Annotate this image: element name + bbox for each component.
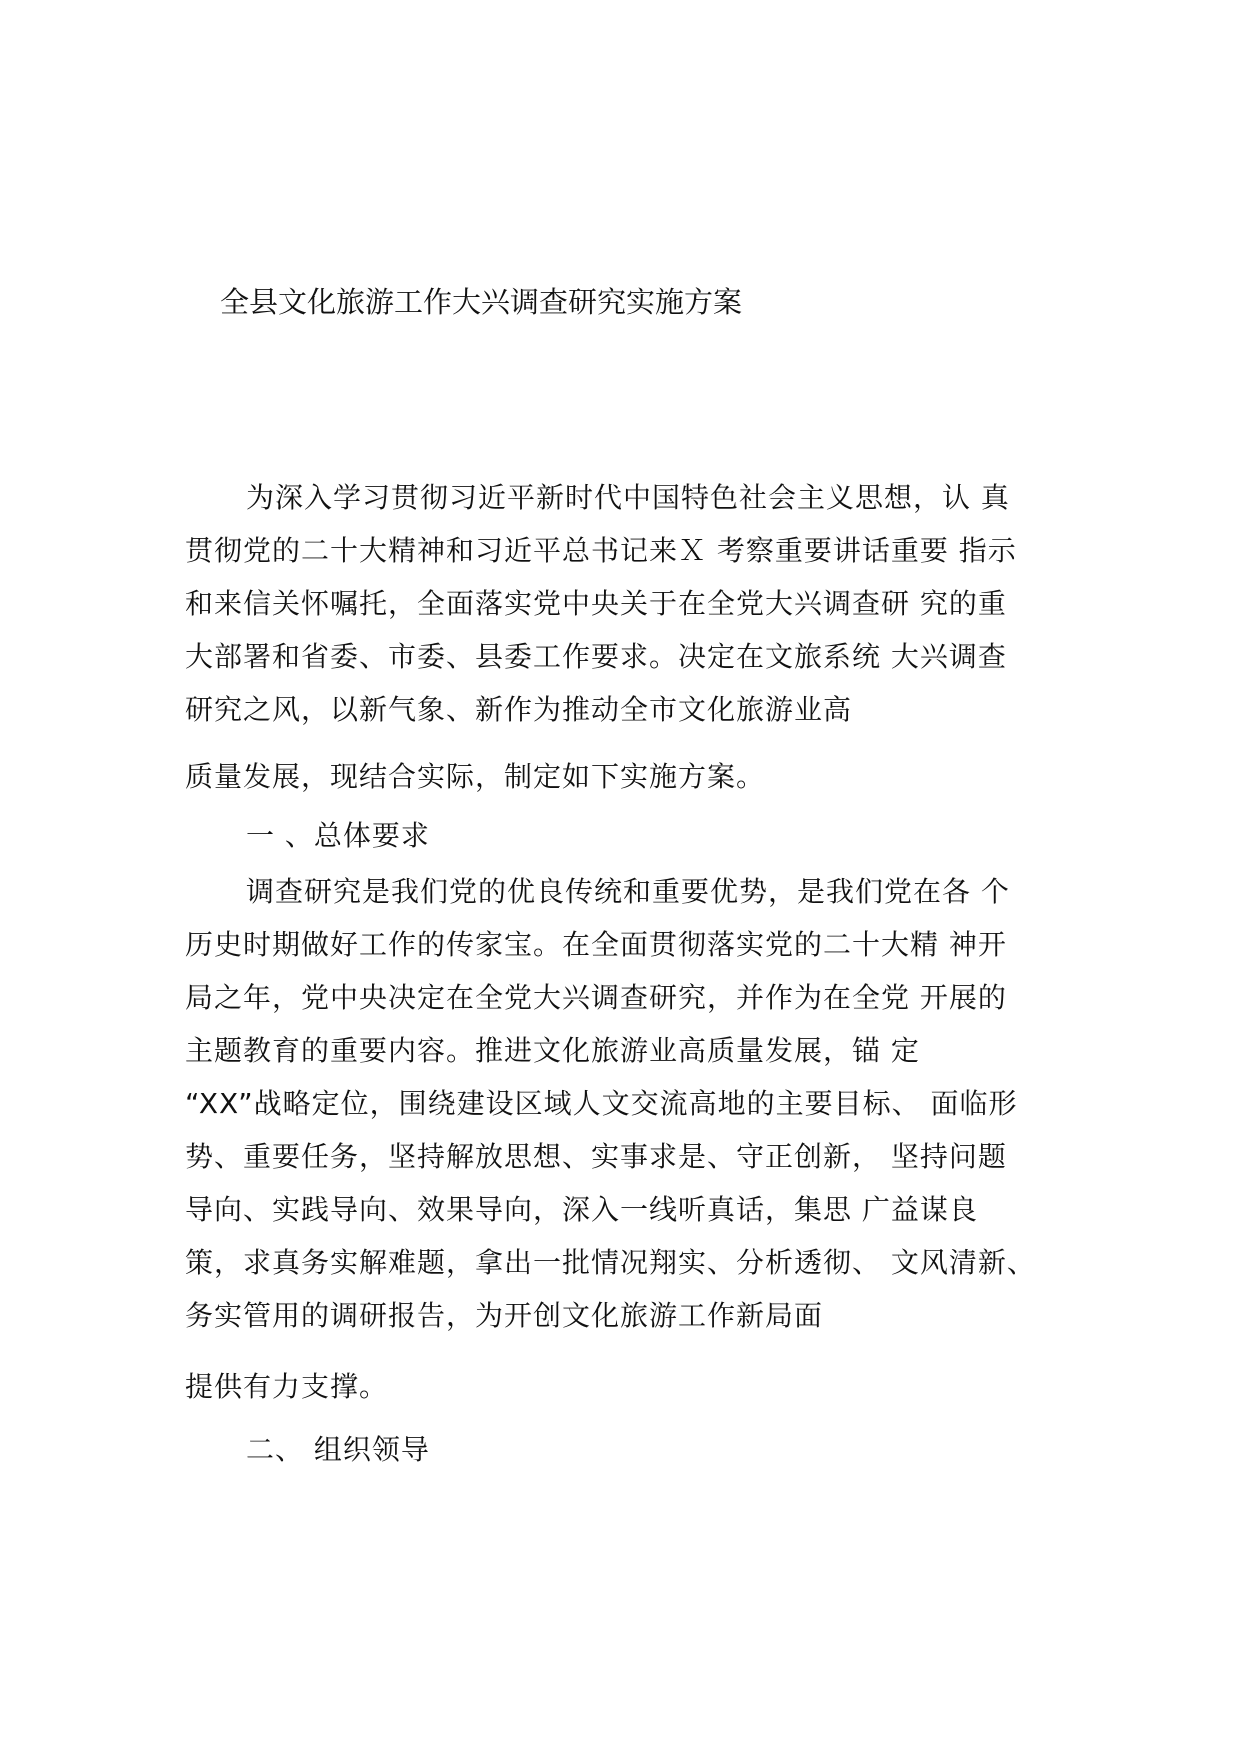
paragraph-line: 贯彻党的二十大精神和习近平总书记来Ｘ 考察重要讲话重要 指示 [185, 534, 1017, 567]
paragraph-line: 研究之风，以新气象、新作为推动全市文化旅游业高 [185, 693, 853, 726]
document-title: 全县文化旅游工作大兴调查研究实施方案 [220, 285, 743, 319]
paragraph-line: 导向、实践导向、效果导向，深入一线听真话，集思 广益谋良 [185, 1193, 978, 1226]
paragraph-line: 策，求真务实解难题，拿出一批情况翔实、分析透彻、 文风清新、 [185, 1246, 1036, 1279]
section-heading: 一 、总体要求 [246, 819, 430, 852]
section-heading: 二、 组织领导 [246, 1433, 430, 1466]
paragraph-line: 和来信关怀嘱托，全面落实党中央关于在全党大兴调查研 究的重 [185, 587, 1007, 620]
paragraph-line: “XX”战略定位，围绕建设区域人文交流高地的主要目标、 面临形 [185, 1087, 1018, 1120]
paragraph-line: 务实管用的调研报告，为开创文化旅游工作新局面 [185, 1299, 824, 1332]
paragraph-line: 局之年，党中央决定在全党大兴调查研究，并作为在全党 开展的 [185, 981, 1007, 1014]
paragraph-line: 调查研究是我们党的优良传统和重要优势，是我们党在各 个 [246, 875, 1010, 908]
paragraph-line: 质量发展，现结合实际，制定如下实施方案。 [185, 760, 766, 793]
paragraph-line: 为深入学习贯彻习近平新时代中国特色社会主义思想，认 真 [246, 481, 1010, 514]
paragraph-line: 历史时期做好工作的传家宝。在全面贯彻落实党的二十大精 神开 [185, 928, 1007, 961]
paragraph-line: 主题教育的重要内容。推进文化旅游业高质量发展，锚 定 [185, 1034, 920, 1067]
paragraph-line: 势、重要任务，坚持解放思想、实事求是、守正创新， 坚持问题 [185, 1140, 1007, 1173]
paragraph-line: 大部署和省委、市委、县委工作要求。决定在文旅系统 大兴调查 [185, 640, 1007, 673]
paragraph-line: 提供有力支撑。 [185, 1370, 389, 1403]
